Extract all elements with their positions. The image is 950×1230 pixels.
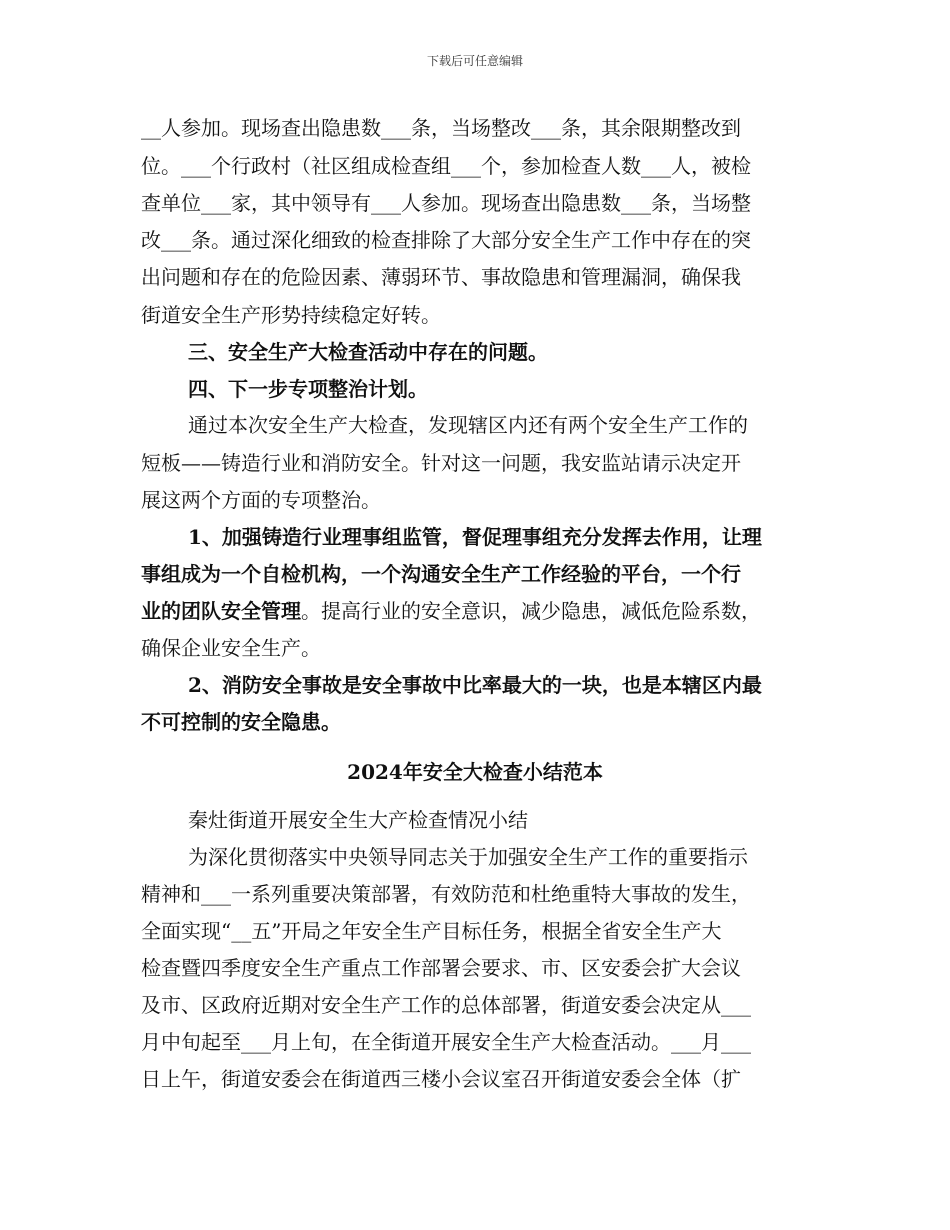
text-line: 查单位___家，其中领导有___人参加。现场查出隐患数___条，当场整 bbox=[141, 191, 751, 215]
text-line: 月中旬起至___月上旬，在全街道开展安全生产大检查活动。___月___ bbox=[141, 1030, 751, 1054]
text-fragment: 。提高行业的安全意识，减少隐患，减低危险系数， bbox=[301, 599, 761, 623]
bold-item-line: 不可控制的安全隐患。 bbox=[141, 710, 341, 734]
text-line: 展这两个方面的专项整治。 bbox=[141, 488, 381, 512]
text-line: 及市、区政府近期对安全生产工作的总体部署，街道安委会决定从___ bbox=[141, 993, 751, 1017]
text-line-mixed bbox=[141, 601, 761, 621]
text-line: 全面实现“__五”开局之年安全生产目标任务，根据全省安全生产大 bbox=[141, 919, 722, 943]
bold-item-line: 1、加强铸造行业理事组监管，督促理事组充分发挥去作用，让理 bbox=[188, 525, 762, 549]
text-line: __人参加。现场查出隐患数___条，当场整改___条，其余限期整改到 bbox=[141, 116, 741, 140]
bold-fragment: 业的团队安全管理 bbox=[141, 599, 301, 623]
text-line: 位。___个行政村（社区组成检查组___个，参加检查人数___人，被检 bbox=[141, 154, 751, 178]
bold-item-line: 事组成为一个自检机构，一个沟通安全生产工作经验的平台，一个行 bbox=[141, 562, 741, 586]
text-line: 精神和___一系列重要决策部署，有效防范和杜绝重特大事故的发生， bbox=[141, 882, 751, 906]
text-line: 检查暨四季度安全生产重点工作部署会要求、市、区安委会扩大会议 bbox=[141, 956, 741, 980]
text-line: 街道安全生产形势持续稳定好转。 bbox=[141, 303, 441, 327]
page-header: 下载后可任意编辑 bbox=[426, 54, 523, 68]
bold-item-line: 2、消防安全事故是安全事故中比率最大的一块，也是本辖区内最 bbox=[188, 673, 762, 697]
text-line: 短板——铸造行业和消防安全。针对这一问题，我安监站请示决定开 bbox=[141, 451, 741, 475]
section-heading: 三、安全生产大检查活动中存在的问题。 bbox=[188, 340, 548, 364]
document-title: 2024年安全大检查小结范本 bbox=[347, 760, 603, 784]
text-line: 改___条。通过深化细致的检查排除了大部分安全生产工作中存在的突 bbox=[141, 228, 751, 252]
subtitle-line: 秦灶街道开展安全生大产检查情况小结 bbox=[188, 808, 528, 832]
text-line: 日上午，街道安委会在街道西三楼小会议室召开街道安委会全体（扩 bbox=[141, 1067, 741, 1091]
text-line: 确保企业安全生产。 bbox=[141, 636, 321, 660]
text-line: 通过本次安全生产大检查，发现辖区内还有两个安全生产工作的 bbox=[188, 413, 748, 437]
text-line: 为深化贯彻落实中央领导同志关于加强安全生产工作的重要指示 bbox=[188, 845, 748, 869]
section-heading: 四、下一步专项整治计划。 bbox=[188, 377, 428, 401]
text-line: 出问题和存在的危险因素、薄弱环节、事故隐患和管理漏洞，确保我 bbox=[141, 265, 741, 289]
